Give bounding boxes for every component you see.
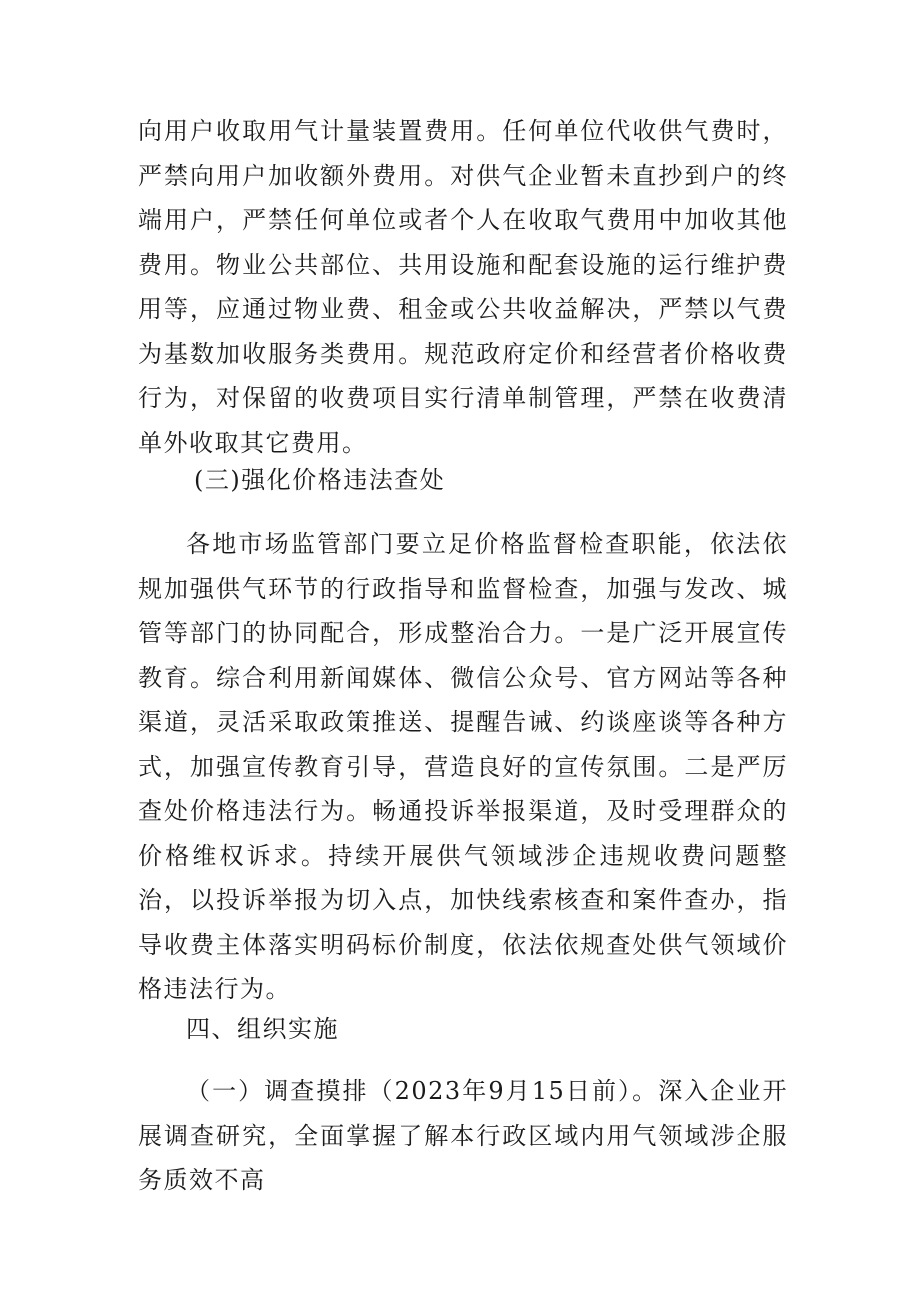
body-paragraph-2 xyxy=(138,522,788,1012)
section-heading-3 xyxy=(138,458,788,503)
paragraph-text: 各地市场监管部门要立足价格监督检查职能，依法依规加强供气环节的行政指导和监督检查，加强与发改、城管等部门的协同配合，形成整治合力。一是广泛开展宣传教育。综合利用新闻媒体、微信公众号、官方网站等各种渠道，灵活采取政策推送、提醒告诫、约谈座谈等各种方式，加强宣传教育引导，营造良好的宣传氛围。二是严厉查处价格违法行为。畅通投诉举报渠道，及时受理群众的价格维权诉求。持续开展供气领域涉企违规收费问题整治，以投诉举报为切入点，加快线索核查和案件查办，指导收费主体落实明码标价制度，依法依规查处供气领域价格违法行为。 xyxy=(138,530,788,1003)
body-paragraph-3 xyxy=(138,1069,788,1203)
body-paragraph-1 xyxy=(138,109,788,465)
heading-text: 四、组织实施 xyxy=(186,1015,339,1043)
heading-text: (三)强化价格违法查处 xyxy=(194,466,446,494)
paragraph-text: （一）调查摸排（2023年9月15日前）。深入企业开展调查研究，全面掌握了解本行政区域内用气领域涉企服务质效不高 xyxy=(138,1077,788,1194)
paragraph-text: 向用户收取用气计量装置费用。任何单位代收供气费时，严禁向用户加收额外费用。对供气企业暂未直抄到户的终端用户，严禁任何单位或者个人在收取气费用中加收其他费用。物业公共部位、共用设施和配套设施的运行维护费用等，应通过物业费、租金或公共收益解决，严禁以气费为基数加收服务类费用。规范政府定价和经营者价格收费行为，对保留的收费项目实行清单制管理，严禁在收费清单外收取其它费用。 xyxy=(138,117,788,457)
section-heading-4 xyxy=(138,1007,788,1052)
